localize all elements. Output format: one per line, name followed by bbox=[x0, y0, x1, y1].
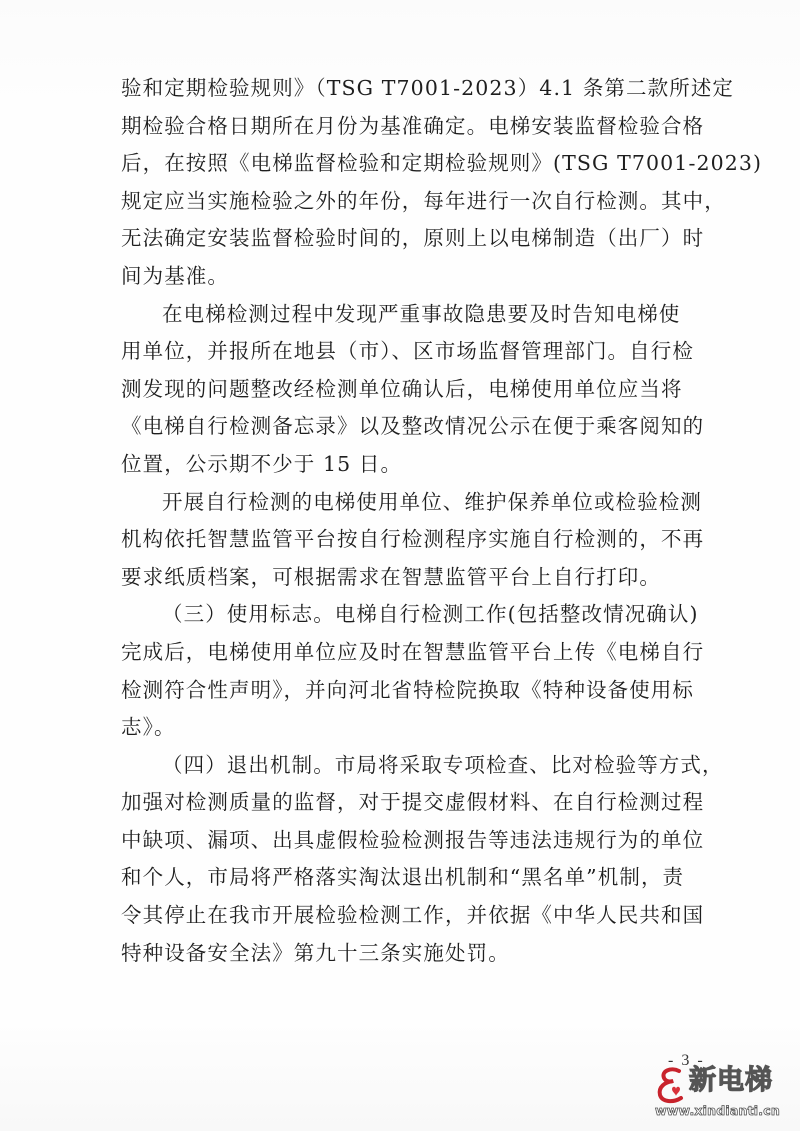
text-line: 间为基准。 bbox=[121, 263, 229, 288]
elevator-e-logo-icon bbox=[655, 1065, 689, 1105]
text-line: 志》。 bbox=[121, 715, 176, 740]
text-line: 和个人，市局将严格落实淘汰退出机制和“黑名单”机制，责 bbox=[121, 865, 685, 890]
section-heading-line: （三）使用标志。电梯自行检测工作(包括整改情况确认) bbox=[162, 602, 699, 627]
text-line: 机构依托智慧监管平台按自行检测程序实施自行检测的，不再 bbox=[121, 527, 705, 552]
text-line: 要求纸质档案，可根据需求在智慧监管平台上自行打印。 bbox=[121, 564, 661, 589]
text-line: 测发现的问题整改经检测单位确认后，电梯使用单位应当将 bbox=[121, 376, 683, 401]
section-heading-line: （四）退出机制。市局将采取专项检查、比对检验等方式， bbox=[162, 752, 724, 777]
page-number: - 3 - bbox=[668, 1052, 705, 1069]
watermark bbox=[655, 1063, 800, 1123]
text-line: 规定应当实施检验之外的年份，每年进行一次自行检测。其中， bbox=[121, 188, 726, 213]
text-line: 后，在按照《电梯监督检验和定期检验规则》(TSG T7001-2023) bbox=[121, 151, 763, 176]
document-body bbox=[121, 70, 763, 972]
paragraph-start-line: 在电梯检测过程中发现严重事故隐患要及时告知电梯使 bbox=[162, 301, 681, 326]
text-line: 完成后，电梯使用单位应及时在智慧监管平台上传《电梯自行 bbox=[121, 639, 705, 664]
text-line: 加强对检测质量的监督，对于提交虚假材料、在自行检测过程 bbox=[121, 790, 705, 815]
text-line: 中缺项、漏项、出具虚假检验检测报告等违法违规行为的单位 bbox=[121, 827, 705, 852]
watermark-url: www.xindianti.cn bbox=[655, 1103, 780, 1118]
text-line: 位置，公示期不少于 15 日。 bbox=[121, 451, 403, 476]
watermark-brand: 新电梯 bbox=[689, 1065, 773, 1096]
paragraph-start-line: 开展自行检测的电梯使用单位、维护保养单位或检验检测 bbox=[162, 489, 702, 514]
text-line: 检测符合性声明》，并向河北省特检院换取《特种设备使用标 bbox=[121, 677, 694, 702]
text-line: 无法确定安装监督检验时间的，原则上以电梯制造（出厂）时 bbox=[121, 226, 705, 251]
text-line: 验和定期检验规则》（TSG T7001-2023）4.1 条第二款所述定 bbox=[121, 76, 735, 100]
text-line: 令其停止在我市开展检验检测工作，并依据《中华人民共和国 bbox=[121, 903, 705, 928]
text-line: 期检验合格日期所在月份为基准确定。电梯安装监督检验合格 bbox=[121, 113, 705, 138]
text-line: 用单位，并报所在地县（市）、区市场监督管理部门。自行检 bbox=[121, 339, 694, 364]
text-line: 特种设备安全法》第九十三条实施处罚。 bbox=[121, 940, 510, 965]
text-line: 《电梯自行检测备忘录》以及整改情况公示在便于乘客阅知的 bbox=[121, 414, 705, 439]
